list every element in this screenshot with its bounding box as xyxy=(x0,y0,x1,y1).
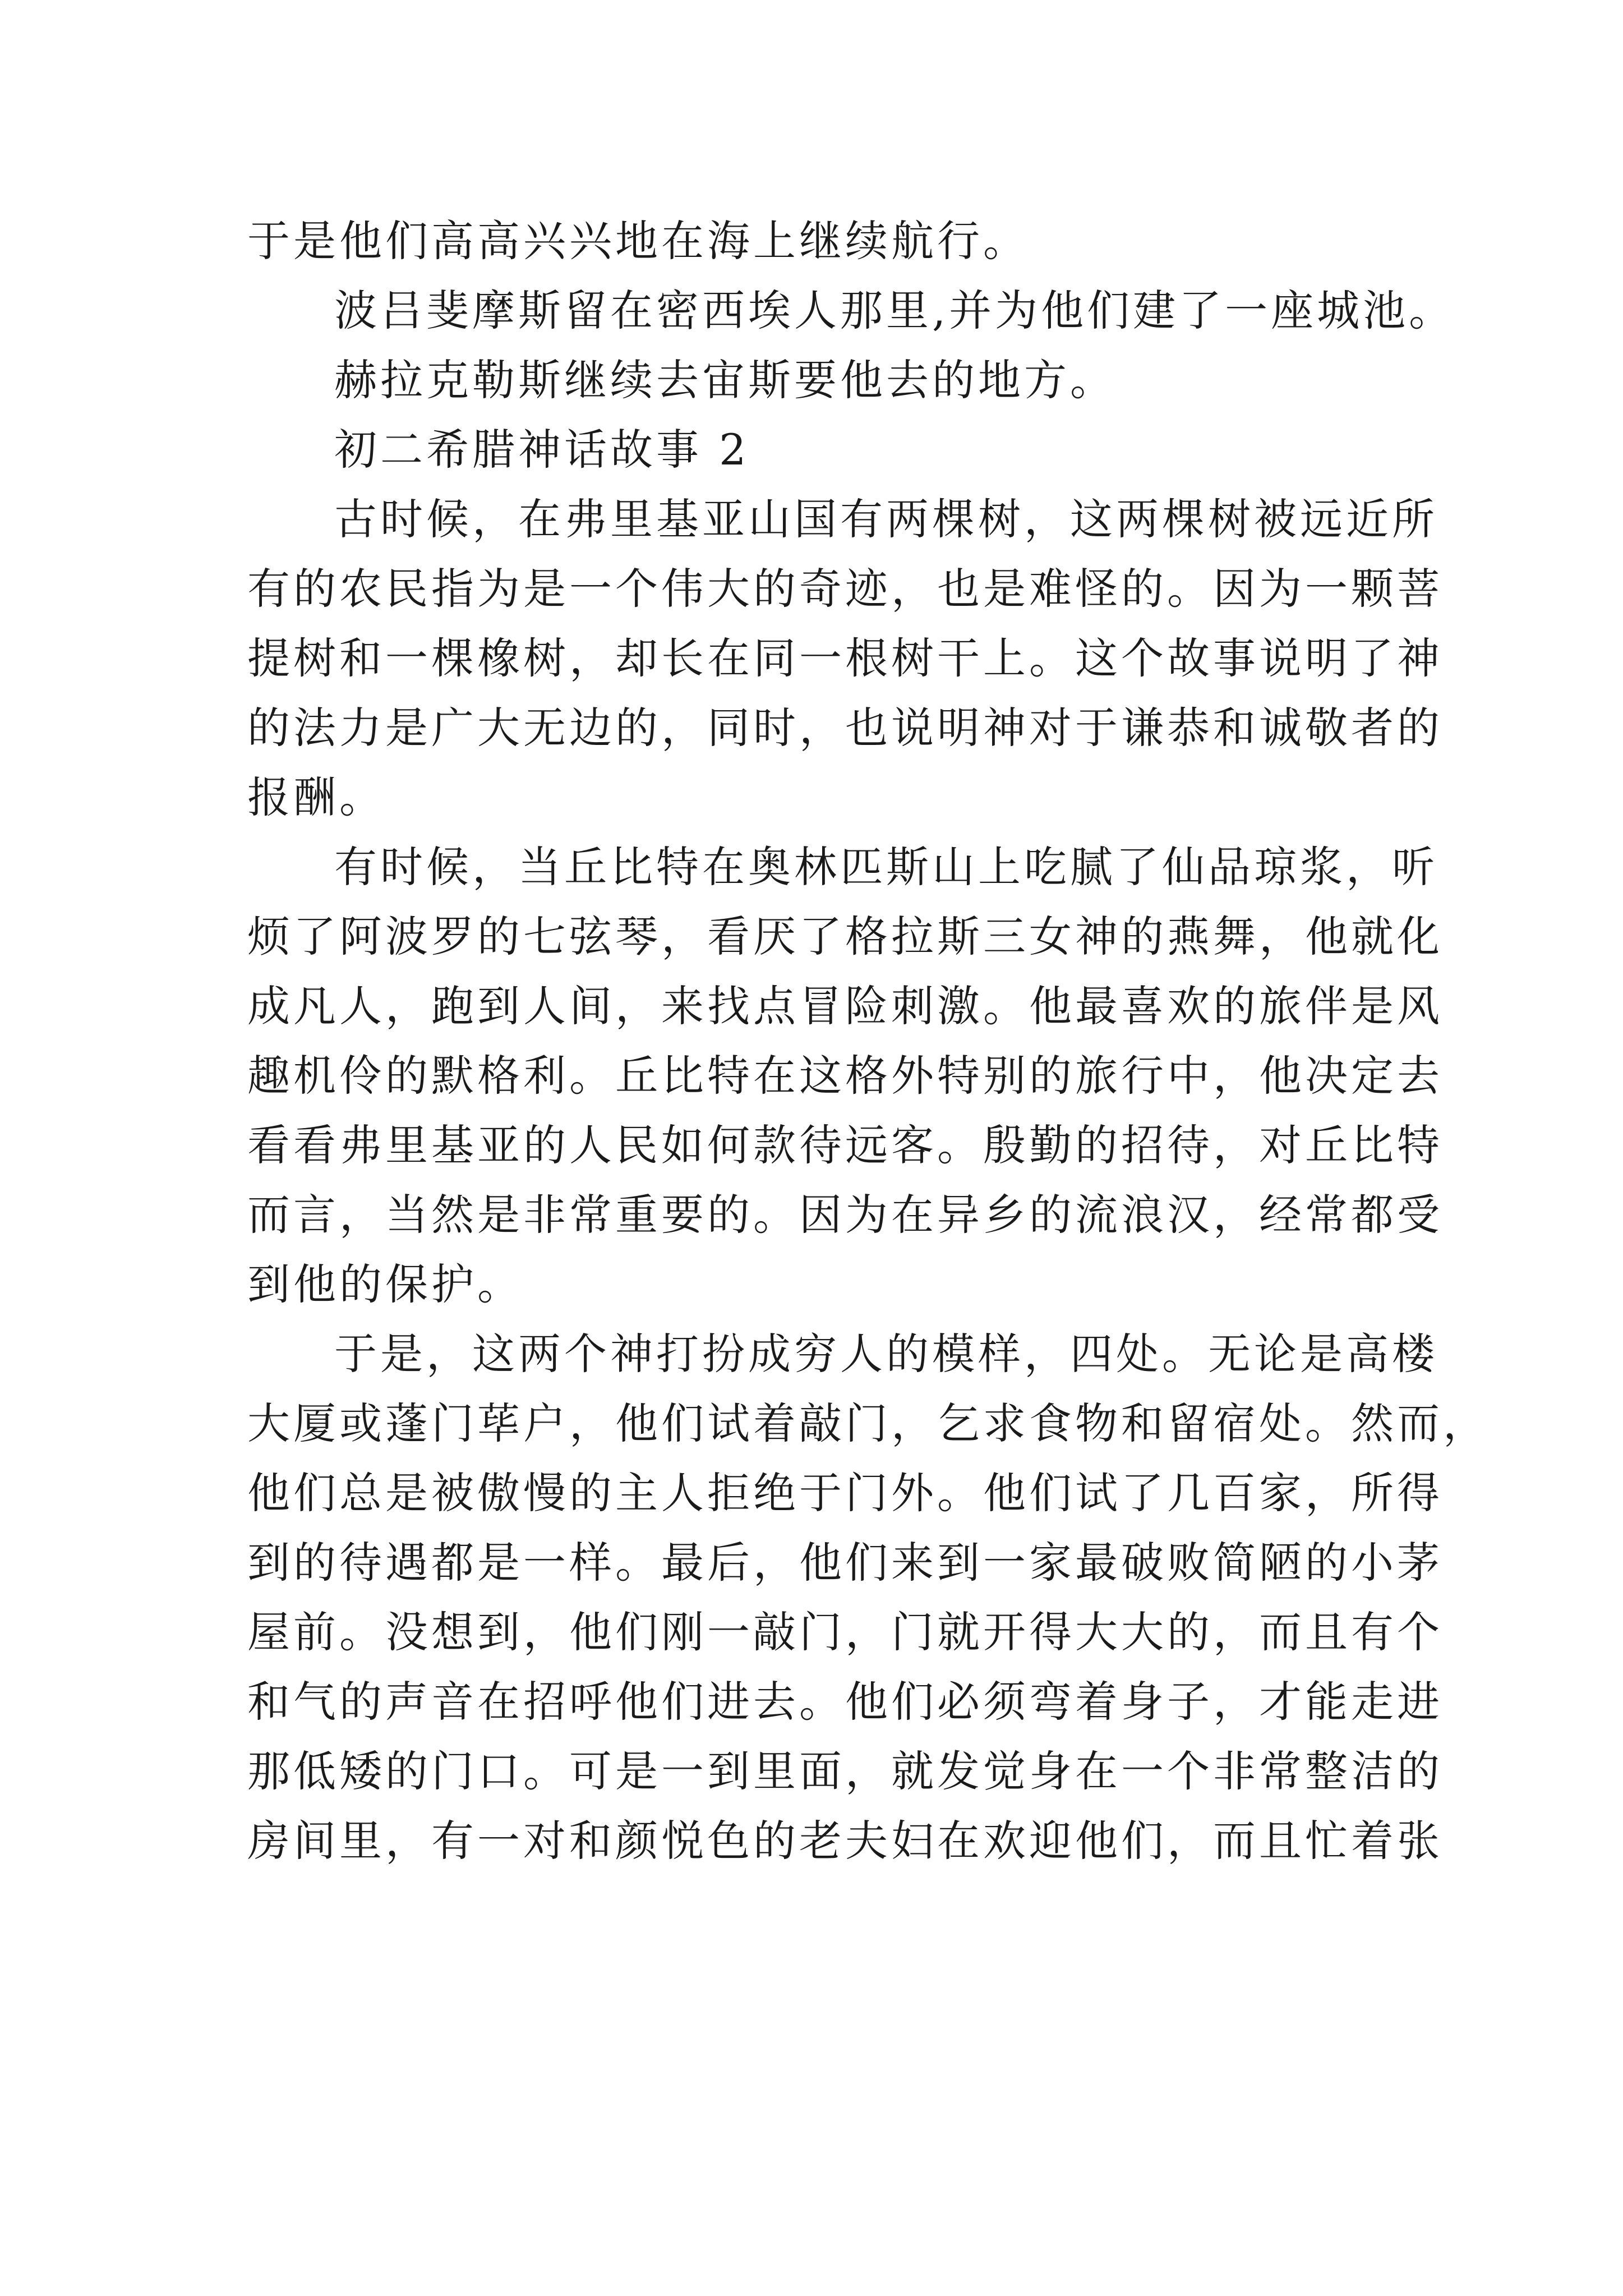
text-line: 有的农民指为是一个伟大的奇迹，也是难怪的。因为一颗菩 xyxy=(247,564,1443,614)
text-line: 波吕斐摩斯留在密西埃人那里,并为他们建了一座城池。 xyxy=(334,286,1455,335)
text-line: 于是，这两个神打扮成穷人的模样，四处。无论是高楼 xyxy=(334,1329,1438,1379)
text-line: 有时候，当丘比特在奥林匹斯山上吃腻了仙品琼浆，听 xyxy=(334,842,1438,892)
text-line: 于是他们高高兴兴地在海上继续航行。 xyxy=(247,216,1029,266)
text-line: 古时候，在弗里基亚山国有两棵树，这两棵树被远近所 xyxy=(334,494,1438,544)
text-line: 而言，当然是非常重要的。因为在异乡的流浪汉，经常都受 xyxy=(247,1190,1443,1240)
text-line: 趣机伶的默格利。丘比特在这格外特别的旅行中，他决定去 xyxy=(247,1051,1443,1101)
body-text xyxy=(247,206,1489,1876)
text-line: 赫拉克勒斯继续去宙斯要他去的地方。 xyxy=(334,355,1116,405)
text-line: 报酬。 xyxy=(247,772,385,822)
text-line: 看看弗里基亚的人民如何款待远客。殷勤的招待，对丘比特 xyxy=(247,1120,1443,1170)
text-line: 成凡人，跑到人间，来找点冒险刺激。他最喜欢的旅伴是风 xyxy=(247,981,1443,1031)
text-line: 那低矮的门口。可是一到里面，就发觉身在一个非常整洁的 xyxy=(247,1746,1443,1796)
text-line: 和气的声音在招呼他们进去。他们必须弯着身子，才能走进 xyxy=(247,1677,1443,1727)
text-line: 到的待遇都是一样。最后，他们来到一家最破败简陋的小茅 xyxy=(247,1538,1443,1588)
text-line: 烦了阿波罗的七弦琴，看厌了格拉斯三女神的燕舞，他就化 xyxy=(247,912,1443,961)
text-line: 大厦或蓬门荜户，他们试着敲门，乞求食物和留宿处。然而， xyxy=(247,1398,1489,1448)
text-line: 房间里，有一对和颜悦色的老夫妇在欢迎他们，而且忙着张 xyxy=(247,1816,1443,1866)
text-line: 屋前。没想到，他们刚一敲门，门就开得大大的，而且有个 xyxy=(247,1607,1443,1657)
text-line: 提树和一棵橡树，却长在同一根树干上。这个故事说明了神 xyxy=(247,633,1443,683)
text-line: 到他的保护。 xyxy=(247,1259,523,1309)
text-line: 他们总是被傲慢的主人拒绝于门外。他们试了几百家，所得 xyxy=(247,1468,1443,1518)
text-line: 的法力是广大无边的，同时，也说明神对于谦恭和诚敬者的 xyxy=(247,703,1443,753)
section-heading: 初二希腊神话故事 2 xyxy=(334,425,750,475)
